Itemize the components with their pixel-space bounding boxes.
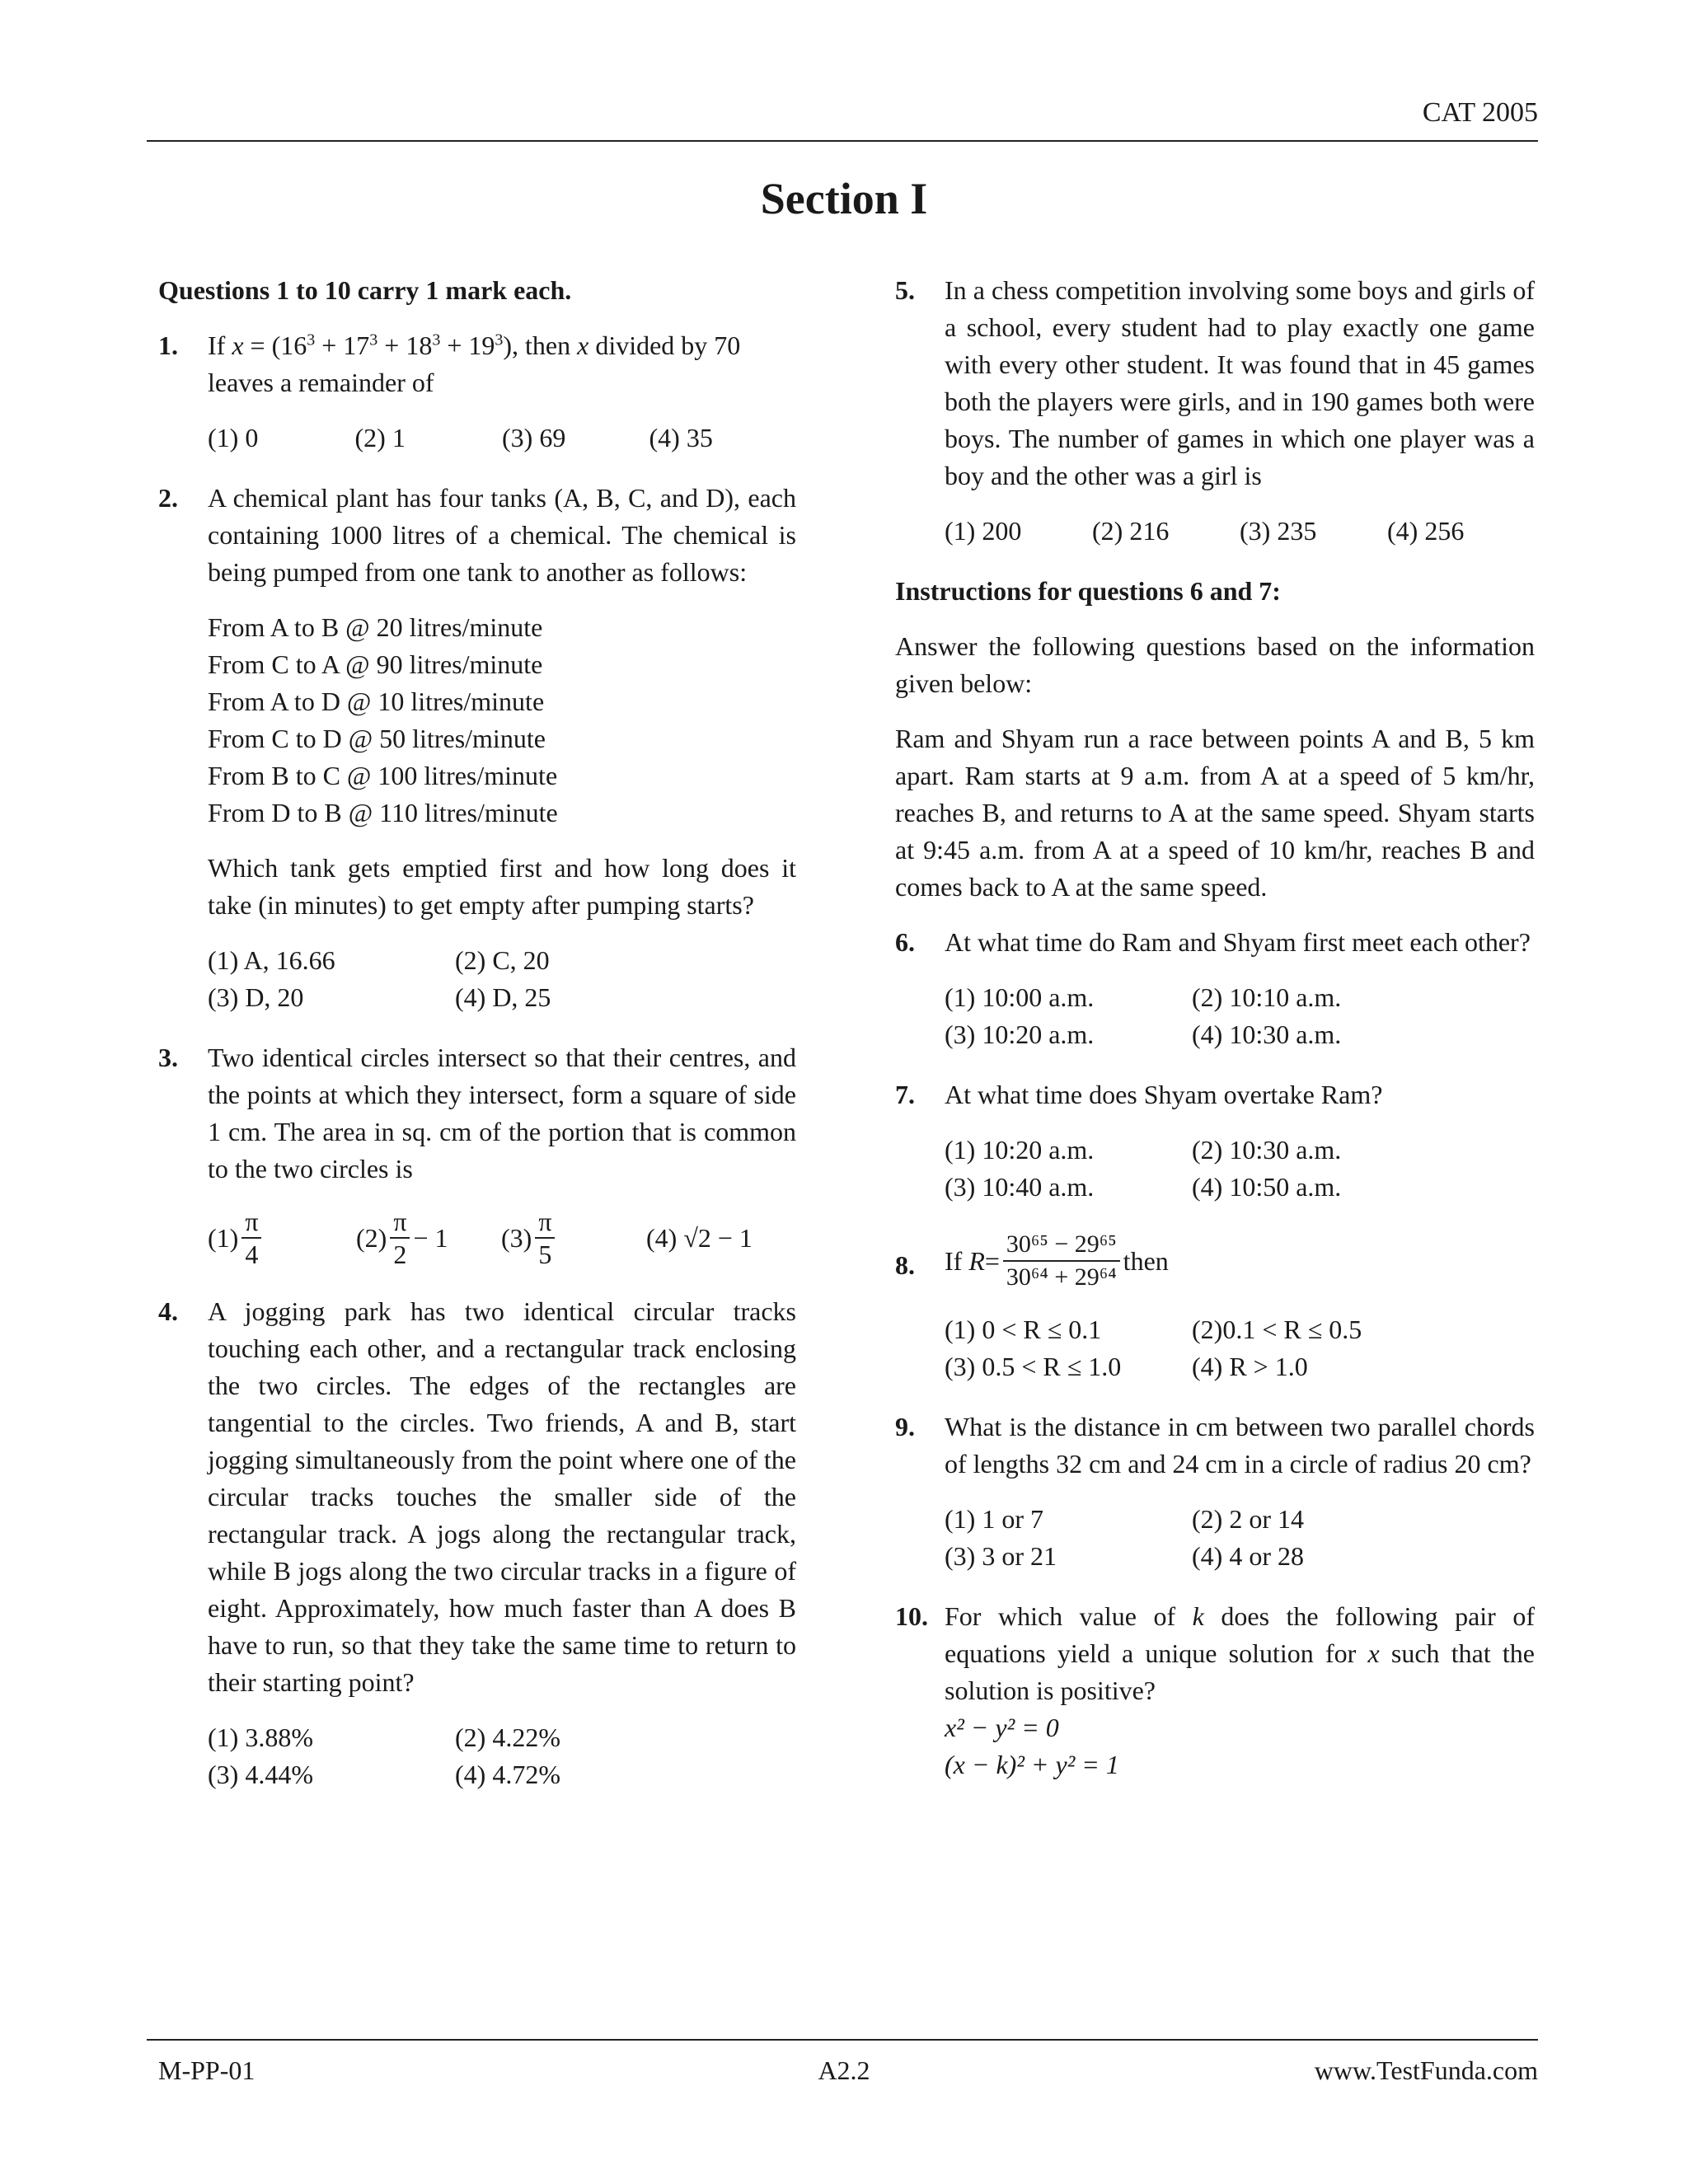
question-10 (895, 1598, 1535, 1783)
passage-text: Ram and Shyam run a race between points A and B, 5 km apart. Ram starts at 9 a.m. from A at a speed of 5 km/hr, reaches B, and returns to A at the same speed. Shyam starts at 9:45 a.m. from A at a speed of 10 km/hr, reaches B and comes back to A at the same speed. (895, 724, 1535, 902)
flow-item: From D to B @ 110 litres/minute (208, 798, 558, 827)
marks-instruction: Questions 1 to 10 carry 1 mark each. (158, 275, 572, 305)
equation-2: (x − k)² + y² = 1 (945, 1750, 1119, 1779)
question-number: 5. (895, 275, 915, 305)
question-text: At what time do Ram and Shyam first meet each other? (945, 927, 1531, 957)
equation-1: x² − y² = 0 (945, 1713, 1059, 1742)
option: (1) $\frac{\pi}{4}$ (208, 1206, 356, 1270)
answer-options (208, 419, 796, 457)
option: (3) 0.5 < R ≤ 1.0 (945, 1352, 1122, 1381)
question-text: At what time does Shyam overtake Ram? (945, 1080, 1383, 1109)
option: (3) 10:40 a.m. (945, 1172, 1095, 1202)
question-number: 1. (158, 330, 178, 360)
instructions-text: Answer the following questions based on the information given below: (895, 631, 1535, 698)
answer-options (945, 979, 1535, 1053)
option: (3) 69 (502, 423, 566, 452)
footer-website: www.TestFunda.com (1314, 2055, 1538, 2085)
flow-item: From C to D @ 50 litres/minute (208, 724, 546, 753)
question-number: 8. (895, 1250, 915, 1280)
option: (4) 4 or 28 (1192, 1541, 1304, 1571)
option: (3) 4.44% (208, 1760, 313, 1789)
exam-header: CAT 2005 (1422, 97, 1538, 128)
question-6 (895, 924, 1535, 1053)
instructions-heading: Instructions for questions 6 and 7: (895, 576, 1281, 606)
option: (2) $\frac{\pi}{2}$ − 1 (356, 1207, 448, 1269)
option: (3) D, 20 (208, 982, 304, 1012)
answer-options (208, 942, 796, 1016)
question-text: If R = $\frac{\text{30⁶⁵ − 29⁶⁵}}{\text{30⁶⁴ + 29⁶⁴}}$ then (945, 1230, 1169, 1291)
option: (1) 10:00 a.m. (945, 982, 1095, 1012)
question-text: In a chess competition involving some boys and girls of a school, every student had to play exactly one game with every other student. It was found that in 45 games both the players were girls, and in 190 games both were boys. The number of games in which one player was a boy and the other was a girl is (945, 275, 1535, 490)
option: (1) 200 (945, 516, 1022, 546)
option: (4) D, 25 (455, 982, 551, 1012)
answer-options (208, 1719, 796, 1793)
answer-options (945, 1311, 1535, 1385)
question-text: What is the distance in cm between two parallel chords of lengths 32 cm and 24 cm in a circle of radius 20 cm? (945, 1412, 1535, 1479)
section-title: Section I (760, 174, 928, 223)
option: (2) 2 or 14 (1192, 1504, 1304, 1534)
flow-item: From C to A @ 90 litres/minute (208, 649, 543, 679)
header-rule (147, 140, 1538, 142)
question-text: A jogging park has two identical circular tracks touching each other, and a rectangular track enclosing the two circles. The edges of the rectangles are tangential to the circles. Two friends, A and B, start jogging simultaneously from the point where one of the circular tracks touches the smaller side of the rectangular track. A jogs along the rectangular track, while B jogs along the two circular tracks in a figure of eight. Approximately, how much faster than A does B have to run, so that they take the same time to return to their starting point? (208, 1296, 796, 1697)
answer-options (945, 1132, 1535, 1206)
option: (4) 35 (649, 423, 713, 452)
question-8 (895, 1229, 1535, 1385)
option: (1) 0 < R ≤ 0.1 (945, 1315, 1102, 1344)
option: (1) A, 16.66 (208, 945, 335, 975)
option: (4) 10:30 a.m. (1192, 1019, 1342, 1049)
answer-options (945, 1501, 1535, 1575)
option: (4) 4.72% (455, 1760, 560, 1789)
question-3 (158, 1039, 796, 1270)
question-number: 9. (895, 1412, 915, 1441)
question-number: 4. (158, 1296, 178, 1326)
option: (3) $\frac{\pi}{5}$ (501, 1206, 646, 1270)
option: (4) R > 1.0 (1192, 1352, 1308, 1381)
question-2 (158, 480, 796, 1016)
option: (3) 235 (1240, 516, 1317, 546)
question-9 (895, 1408, 1535, 1575)
question-1 (158, 327, 796, 457)
question-4 (158, 1293, 796, 1793)
question-prompt: Which tank gets emptied first and how long does it take (in minutes) to get empty after pumping starts? (208, 853, 796, 920)
flow-item: From B to C @ 100 litres/minute (208, 761, 558, 790)
right-column (895, 272, 1535, 1807)
question-number: 2. (158, 483, 178, 513)
option: (2)0.1 < R ≤ 0.5 (1192, 1315, 1362, 1344)
option: (1) 10:20 a.m. (945, 1135, 1095, 1165)
option: (2) 10:30 a.m. (1192, 1135, 1342, 1165)
question-text: Two identical circles intersect so that their centres, and the points at which they intersect, form a square of side 1 cm. The area in sq. cm of the portion that is common to the two circles is (208, 1043, 796, 1183)
option: (2) 1 (354, 423, 406, 452)
option: (1) 3.88% (208, 1722, 313, 1752)
option: (2) 216 (1092, 516, 1170, 546)
question-text: If $x = (16^3 + 17^3 + 18^3 + 19^3)$, then x divided by 70 leaves a remainder of (208, 330, 741, 397)
question-text: For which value of k does the following pair of equations yield a unique solution for x such that the solution is positive? (945, 1601, 1536, 1705)
question-number: 7. (895, 1080, 915, 1109)
option: (3) 10:20 a.m. (945, 1019, 1095, 1049)
question-5 (895, 272, 1535, 550)
left-column (158, 272, 796, 1816)
page-number: A2.2 (818, 2055, 870, 2085)
footer-rule (147, 2039, 1538, 2041)
flow-item: From A to D @ 10 litres/minute (208, 687, 545, 716)
question-number: 3. (158, 1043, 178, 1072)
option: (1) 1 or 7 (945, 1504, 1043, 1534)
option: (2) 4.22% (455, 1722, 560, 1752)
question-text: A chemical plant has four tanks (A, B, C, and D), each containing 1000 litres of a chemical. The chemical is being pumped from one tank to another as follows: (208, 483, 796, 587)
footer-code: M-PP-01 (158, 2055, 256, 2085)
flow-item: From A to B @ 20 litres/minute (208, 612, 543, 642)
question-7 (895, 1076, 1535, 1206)
answer-options (945, 513, 1535, 550)
option: (3) 3 or 21 (945, 1541, 1057, 1571)
question-number: 10. (895, 1601, 928, 1631)
option: (2) C, 20 (455, 945, 550, 975)
option: (4) 10:50 a.m. (1192, 1172, 1342, 1202)
answer-options (208, 1206, 796, 1270)
option: (1) 0 (208, 423, 259, 452)
question-number: 6. (895, 927, 915, 957)
pumping-list (208, 609, 796, 832)
option: (4) 256 (1387, 516, 1465, 546)
option: (2) 10:10 a.m. (1192, 982, 1342, 1012)
option: (4) √2 − 1 (646, 1222, 753, 1253)
